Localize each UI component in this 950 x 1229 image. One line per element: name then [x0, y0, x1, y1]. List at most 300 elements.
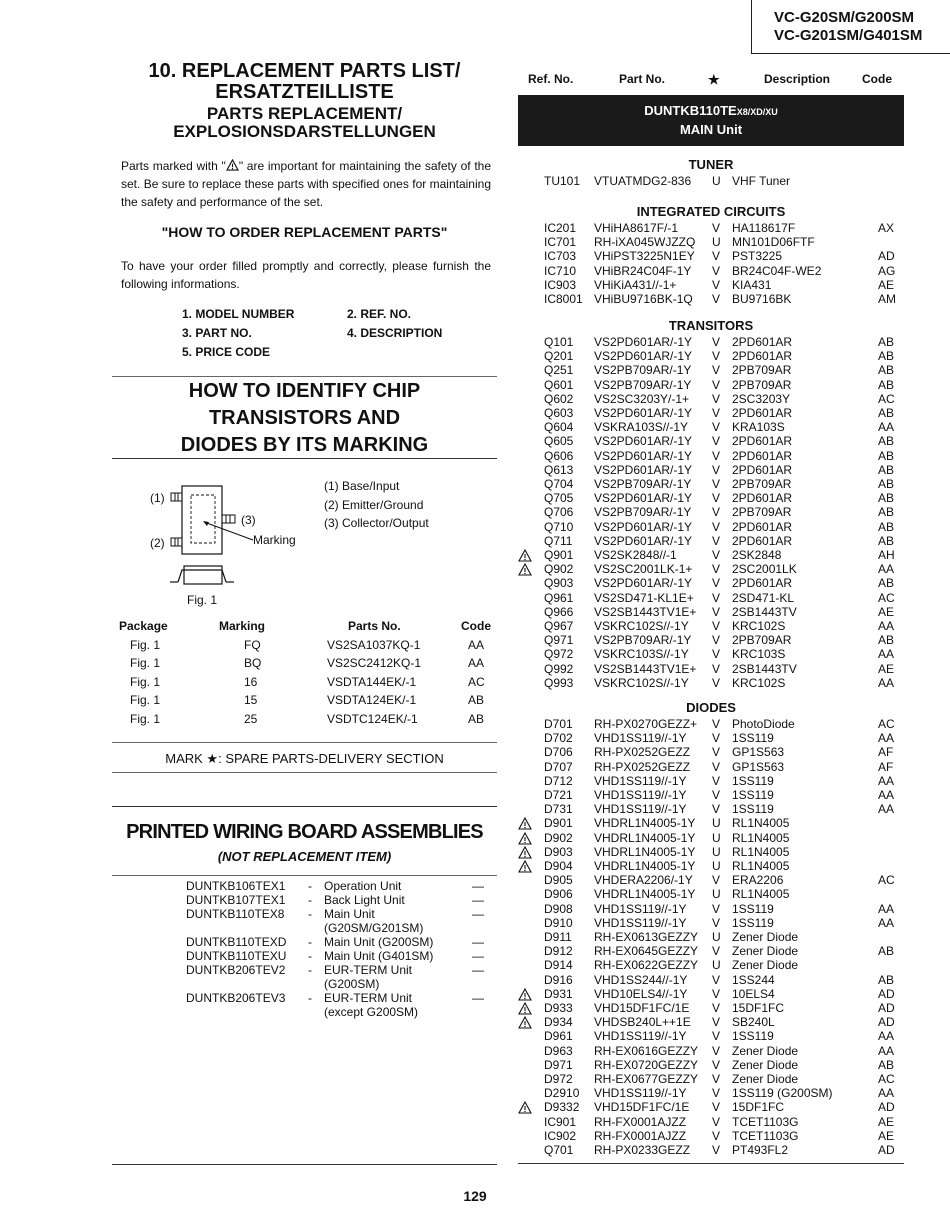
part-no: RH-PX0233GEZZ — [594, 1143, 691, 1157]
part-no: RH-PX0270GEZZ+ — [594, 717, 698, 731]
pwb-description: Main Unit (G200SM) — [324, 935, 434, 949]
ref-no: D912 — [544, 944, 573, 959]
ref-no: Q251 — [544, 363, 574, 378]
list-item — [186, 977, 496, 991]
price-code: AB — [878, 349, 895, 364]
description: 1SS119 — [732, 901, 774, 916]
pwb-subheading: (NOT REPLACEMENT ITEM) — [217, 849, 392, 864]
part-no: RH-EX0677GEZZY — [594, 1072, 699, 1086]
ref-no: Q971 — [544, 633, 574, 648]
part-no: VHiBU9716BK-1Q — [594, 292, 693, 306]
code-cell: AA — [468, 656, 485, 670]
description: SB240L — [732, 1015, 775, 1030]
part-no: VS2PB709AR/-1Y — [594, 633, 692, 648]
code-cell: AA — [468, 637, 485, 652]
part-no: VS2PB709AR/-1Y — [594, 363, 692, 378]
header-package: Package — [119, 619, 168, 633]
part-no: RH-EX0622GEZZY — [594, 958, 699, 973]
parts-row — [518, 1086, 904, 1100]
chip-heading-line: HOW TO IDENTIFY CHIP — [188, 380, 421, 402]
page-number: 129 — [463, 1188, 487, 1204]
ref-no: Q711 — [544, 533, 573, 548]
description: RL1N4005 — [732, 859, 790, 873]
status-code: V — [712, 434, 721, 449]
price-code: AC — [878, 590, 895, 605]
description: GP1S563 — [732, 759, 785, 774]
part-no: VHDRL1N4005-1Y — [594, 816, 696, 831]
ref-no: Q961 — [544, 590, 574, 605]
pwb-dash: - — [308, 879, 312, 893]
parts-row — [518, 1015, 904, 1029]
status-code: V — [712, 1015, 721, 1030]
ref-no: Q992 — [544, 661, 574, 676]
ref-no: IC701 — [544, 235, 577, 250]
ref-no: D707 — [544, 759, 573, 774]
description: KRC103S — [732, 647, 786, 662]
table-row — [112, 656, 497, 675]
status-code: V — [712, 717, 721, 731]
marking-label: Marking — [253, 533, 296, 547]
table-row — [112, 638, 497, 657]
price-code: AB — [878, 335, 895, 349]
status-code: V — [712, 647, 721, 662]
ref-no: Q903 — [544, 576, 574, 591]
status-code: U — [712, 830, 721, 845]
price-code: AB — [878, 505, 895, 520]
parts-row — [518, 887, 904, 901]
parts-row — [518, 264, 904, 278]
unit-banner — [518, 95, 904, 146]
col-header-star: ★ — [708, 72, 720, 87]
divider — [112, 376, 497, 377]
marking-cell: 15 — [244, 693, 258, 707]
parts-row — [518, 576, 904, 590]
price-code: AA — [878, 1043, 895, 1058]
description: 2PB709AR — [732, 477, 792, 491]
ref-no: D931 — [544, 986, 573, 1001]
pwb-description: (G20SM/G201SM) — [324, 921, 424, 935]
part-no: VHD10ELS4//-1Y — [594, 986, 688, 1001]
pwb-code: — — [472, 963, 484, 977]
description: PT493FL2 — [732, 1143, 789, 1157]
price-code: AE — [878, 1128, 895, 1143]
pwb-dash: - — [308, 907, 312, 921]
price-code: AD — [878, 986, 895, 1001]
status-code: V — [712, 249, 721, 264]
list-item — [186, 935, 496, 949]
ref-no: Q603 — [544, 406, 574, 420]
marking-cell: 25 — [244, 711, 258, 726]
description: KRC102S — [732, 675, 786, 690]
status-code: U — [712, 235, 721, 250]
spare-parts-note: MARK ★: SPARE PARTS-DELIVERY SECTION — [165, 751, 444, 766]
parts-row — [518, 221, 904, 235]
unit-suffix: X8/XD/XU — [736, 107, 778, 117]
pwb-dash: - — [308, 949, 312, 963]
price-code: AA — [878, 901, 895, 916]
package-cell: Fig. 1 — [130, 637, 161, 652]
status-code: V — [712, 377, 721, 392]
part-no: VS2PB709AR/-1Y — [594, 505, 692, 520]
parts-no-cell: VSDTC124EK/-1 — [327, 711, 418, 726]
status-code: V — [712, 915, 721, 930]
description: 2SC2001LK — [732, 562, 797, 577]
status-code: U — [712, 844, 721, 859]
ref-no: D706 — [544, 745, 573, 760]
status-code: V — [712, 1100, 721, 1115]
safety-text-before: Parts marked with " — [121, 159, 226, 173]
price-code: AB — [878, 363, 895, 378]
description: HA118617F — [732, 221, 796, 235]
ref-no: Q704 — [544, 477, 574, 491]
price-code: AE — [878, 604, 895, 619]
price-code: AA — [878, 420, 895, 435]
parts-row — [518, 859, 904, 873]
part-no: VS2PD601AR/-1Y — [594, 462, 693, 477]
ref-no: IC710 — [544, 263, 577, 278]
order-paragraph: To have your order filled promptly and correctly, please furnish the following informations. — [121, 259, 491, 291]
parts-row — [518, 916, 904, 930]
price-code: AB — [878, 477, 895, 491]
parts-row — [518, 647, 904, 661]
part-no: RH-FX0001AJZZ — [594, 1114, 687, 1129]
list-item — [186, 907, 496, 921]
price-code: AF — [878, 759, 894, 774]
unit-label: MAIN Unit — [679, 122, 743, 137]
pin-function-item: (3) Collector/Output — [324, 516, 429, 530]
order-item: 1. MODEL NUMBER — [182, 307, 295, 321]
price-code: AC — [878, 717, 895, 731]
status-code: V — [712, 576, 721, 591]
list-item — [186, 949, 496, 963]
order-item: 4. DESCRIPTION — [347, 326, 443, 340]
pwb-part-no: DUNTKB206TEV2 — [186, 963, 286, 977]
part-no: VHD1SS119//-1Y — [594, 773, 687, 788]
parts-row — [518, 548, 904, 562]
description: Zener Diode — [732, 1057, 799, 1072]
parts-row — [518, 802, 904, 816]
parts-row — [518, 349, 904, 363]
ref-no: Q902 — [544, 562, 574, 577]
part-no: VHD15DF1FC/1E — [594, 1001, 690, 1015]
parts-row — [518, 1100, 904, 1114]
ref-no: D712 — [544, 773, 573, 788]
ref-no: D911 — [544, 930, 572, 944]
marking-cell: FQ — [244, 637, 261, 652]
model-number-box — [751, 0, 950, 54]
package-marking-table — [112, 619, 497, 730]
ref-no: D904 — [544, 859, 573, 873]
price-code: AB — [878, 972, 895, 987]
list-item — [186, 921, 496, 935]
ref-no: D934 — [544, 1015, 573, 1030]
status-code: V — [712, 661, 721, 676]
divider — [112, 458, 497, 459]
parts-row — [518, 363, 904, 377]
safety-paragraph — [121, 157, 491, 211]
pwb-code: — — [472, 907, 484, 921]
status-code: V — [712, 773, 721, 788]
parts-row — [518, 591, 904, 605]
description: VHF Tuner — [732, 174, 791, 188]
status-code: V — [712, 788, 721, 802]
price-code: AD — [878, 1100, 895, 1115]
price-code: AA — [878, 915, 895, 930]
price-code: AE — [878, 1114, 895, 1129]
part-no: VHDRL1N4005-1Y — [594, 844, 696, 859]
status-code: V — [712, 406, 721, 420]
parts-row — [518, 534, 904, 548]
parts-row — [518, 1029, 904, 1043]
ref-no: D701 — [544, 717, 573, 731]
price-code: AC — [878, 873, 895, 888]
status-code: V — [712, 533, 721, 548]
pwb-code: — — [472, 935, 484, 949]
parts-row — [518, 1115, 904, 1129]
description: 1SS119 — [732, 731, 774, 746]
pwb-description: Operation Unit — [324, 879, 402, 893]
ref-no: IC902 — [544, 1128, 577, 1143]
parts-row — [518, 1001, 904, 1015]
ref-no: D972 — [544, 1072, 573, 1086]
figure-caption: Fig. 1 — [187, 593, 218, 607]
divider — [112, 875, 497, 876]
table-header-row — [112, 619, 497, 638]
part-no: VS2PD601AR/-1Y — [594, 533, 693, 548]
part-no: VHD1SS119//-1Y — [594, 731, 687, 746]
price-code: AB — [878, 519, 895, 534]
status-code: U — [712, 887, 721, 902]
parts-row — [518, 788, 904, 802]
ref-no: D933 — [544, 1001, 573, 1015]
price-code: AC — [878, 1072, 895, 1086]
parts-row — [518, 449, 904, 463]
status-code: U — [712, 859, 721, 873]
status-code: V — [712, 802, 721, 817]
parts-row — [518, 633, 904, 647]
description: Zener Diode — [732, 1072, 799, 1086]
part-no: VHD1SS119//-1Y — [594, 915, 687, 930]
status-code: V — [712, 277, 721, 292]
description: 2PD601AR — [732, 448, 793, 463]
price-code: AC — [878, 391, 895, 406]
status-code: V — [712, 675, 721, 690]
part-no: VHDRL1N4005-1Y — [594, 830, 696, 845]
status-code: V — [712, 1143, 721, 1157]
status-code: U — [712, 174, 721, 188]
parts-row — [518, 1129, 904, 1143]
ref-no: D905 — [544, 873, 573, 888]
ref-no: D902 — [544, 830, 573, 845]
status-code: V — [712, 986, 721, 1001]
status-code: V — [712, 1086, 721, 1101]
description: 2PB709AR — [732, 377, 792, 392]
table-body — [112, 638, 497, 731]
status-code: V — [712, 759, 721, 774]
status-code: V — [712, 590, 721, 605]
price-code: AB — [878, 944, 895, 959]
pwb-part-no: DUNTKB107TEX1 — [186, 893, 286, 907]
code-cell: AC — [468, 674, 485, 689]
chip-heading-line: DIODES BY ITS MARKING — [180, 434, 429, 456]
ref-no: TU101 — [544, 174, 581, 188]
list-item — [186, 991, 496, 1005]
divider — [112, 742, 497, 743]
description: 2PD601AR — [732, 533, 793, 548]
divider — [112, 806, 497, 807]
parts-row — [518, 873, 904, 887]
pwb-description: Main Unit (G401SM) — [324, 949, 434, 963]
parts-row — [518, 392, 904, 406]
pwb-dash: - — [308, 893, 312, 907]
status-code: V — [712, 1072, 721, 1086]
pwb-description: Back Light Unit — [324, 893, 405, 907]
order-info-list — [182, 305, 482, 365]
status-code: V — [712, 731, 721, 746]
price-code: AA — [878, 802, 895, 817]
status-code: V — [712, 901, 721, 916]
pin-function-item: (1) Base/Input — [324, 479, 400, 493]
status-code: V — [712, 391, 721, 406]
parts-row — [518, 745, 904, 759]
parts-row — [518, 477, 904, 491]
ref-no: Q901 — [544, 548, 574, 562]
status-code: U — [712, 958, 721, 973]
status-code: V — [712, 1114, 721, 1129]
description: Zener Diode — [732, 944, 799, 959]
description: 2SB1443TV — [732, 604, 797, 619]
ref-no: Q602 — [544, 391, 574, 406]
description: KRC102S — [732, 619, 786, 633]
parts-row — [518, 1143, 904, 1157]
part-no: VHiKiA431//-1+ — [594, 277, 677, 292]
parts-row — [518, 717, 904, 731]
ref-no: Q972 — [544, 647, 574, 662]
part-no: VS2SB1443TV1E+ — [594, 661, 697, 676]
parts-row — [518, 845, 904, 859]
section-title-4: EXPLOSIONSDARSTELLUNGEN — [173, 122, 436, 141]
parts-row — [518, 562, 904, 576]
description: 1SS119 — [732, 773, 774, 788]
parts-row — [518, 731, 904, 745]
status-code: V — [712, 1001, 721, 1015]
part-no: VS2PD601AR/-1Y — [594, 448, 693, 463]
ref-no: D914 — [544, 958, 573, 973]
part-no: RH-PX0252GEZZ — [594, 745, 691, 760]
part-no: VS2SD471-KL1E+ — [594, 590, 694, 605]
pwb-description: (G200SM) — [324, 977, 380, 991]
parts-row — [518, 278, 904, 292]
part-no: RH-iXA045WJZZQ — [594, 235, 696, 250]
part-no: VS2PB709AR/-1Y — [594, 477, 692, 491]
price-code: AB — [878, 434, 895, 449]
price-code: AE — [878, 661, 895, 676]
parts-row — [518, 378, 904, 392]
description: KRA103S — [732, 420, 785, 435]
status-code: V — [712, 263, 721, 278]
marking-cell: BQ — [244, 656, 262, 670]
ref-no: D903 — [544, 844, 573, 859]
description: 2SB1443TV — [732, 661, 797, 676]
pwb-heading: PRINTED WIRING BOARD ASSEMBLIES — [126, 821, 483, 843]
part-no: RH-PX0252GEZZ — [594, 759, 691, 774]
safety-text-after: " are important for maintaining the safety of the set. Be sure to replace these parts with specified ones for maintaining the safety and performance of the set. — [121, 159, 492, 209]
ref-no: IC703 — [544, 249, 577, 264]
package-cell: Fig. 1 — [130, 711, 161, 726]
description: 2SD471-KL — [732, 590, 795, 605]
order-heading: "HOW TO ORDER REPLACEMENT PARTS" — [161, 224, 448, 240]
ref-no: D9332 — [544, 1100, 580, 1115]
part-no: VS2PD601AR/-1Y — [594, 406, 693, 420]
section-heading: INTEGRATED CIRCUITS — [636, 204, 786, 219]
package-cell: Fig. 1 — [130, 693, 161, 707]
part-no: RH-EX0645GEZZY — [594, 944, 699, 959]
table-row — [112, 675, 497, 694]
status-code: V — [712, 363, 721, 378]
parts-row — [518, 174, 904, 188]
description: 2PB709AR — [732, 633, 792, 648]
price-code: AX — [878, 221, 895, 235]
description: RL1N4005 — [732, 816, 790, 831]
price-code: AM — [878, 292, 896, 306]
section-title-2: ERSATZTEILLISTE — [215, 81, 394, 103]
part-no: VS2PD601AR/-1Y — [594, 491, 693, 506]
part-no: VSKRC103S//-1Y — [594, 647, 689, 662]
description: 2SC3203Y — [732, 391, 791, 406]
part-no: VHD1SS244//-1Y — [594, 972, 688, 987]
model-line-2: VC-G201SM/G401SM — [774, 27, 923, 44]
ref-no: D721 — [544, 788, 573, 802]
parts-no-cell: VSDTA144EK/-1 — [327, 674, 417, 689]
col-header-code: Code — [862, 72, 892, 86]
description: 1SS119 — [732, 1029, 774, 1044]
parts-row — [518, 760, 904, 774]
ref-no: Q710 — [544, 519, 574, 534]
ref-no: D906 — [544, 887, 573, 902]
status-code: V — [712, 944, 721, 959]
parts-row — [518, 420, 904, 434]
pwb-description: (except G200SM) — [324, 1005, 419, 1019]
header-marking: Marking — [219, 619, 266, 633]
header-parts-no: Parts No. — [348, 619, 401, 633]
price-code: AD — [878, 1143, 895, 1157]
price-code: AG — [878, 263, 896, 278]
parts-row — [518, 491, 904, 505]
description: 1SS244 — [732, 972, 775, 987]
description: 15DF1FC — [732, 1100, 785, 1115]
description: ERA2206 — [732, 873, 784, 888]
pwb-list — [186, 879, 496, 1019]
ref-no: IC903 — [544, 277, 577, 292]
status-code: V — [712, 633, 721, 648]
part-no: RH-EX0720GEZZY — [594, 1057, 699, 1072]
unit-name: DUNTKB110TE — [644, 103, 737, 118]
description: BR24C04F-WE2 — [732, 263, 822, 278]
parts-row — [518, 463, 904, 477]
description: 2PD601AR — [732, 406, 793, 420]
description: Zener Diode — [732, 930, 799, 944]
ref-no: IC8001 — [544, 292, 583, 306]
list-item — [186, 963, 496, 977]
pwb-code: — — [472, 991, 484, 1005]
section-heading: TUNER — [688, 157, 734, 172]
price-code: AA — [878, 773, 895, 788]
ref-no: Q605 — [544, 434, 574, 449]
description: Zener Diode — [732, 958, 799, 973]
parts-row — [518, 1058, 904, 1072]
pwb-description: Main Unit — [324, 907, 375, 921]
price-code: AA — [878, 1029, 895, 1044]
